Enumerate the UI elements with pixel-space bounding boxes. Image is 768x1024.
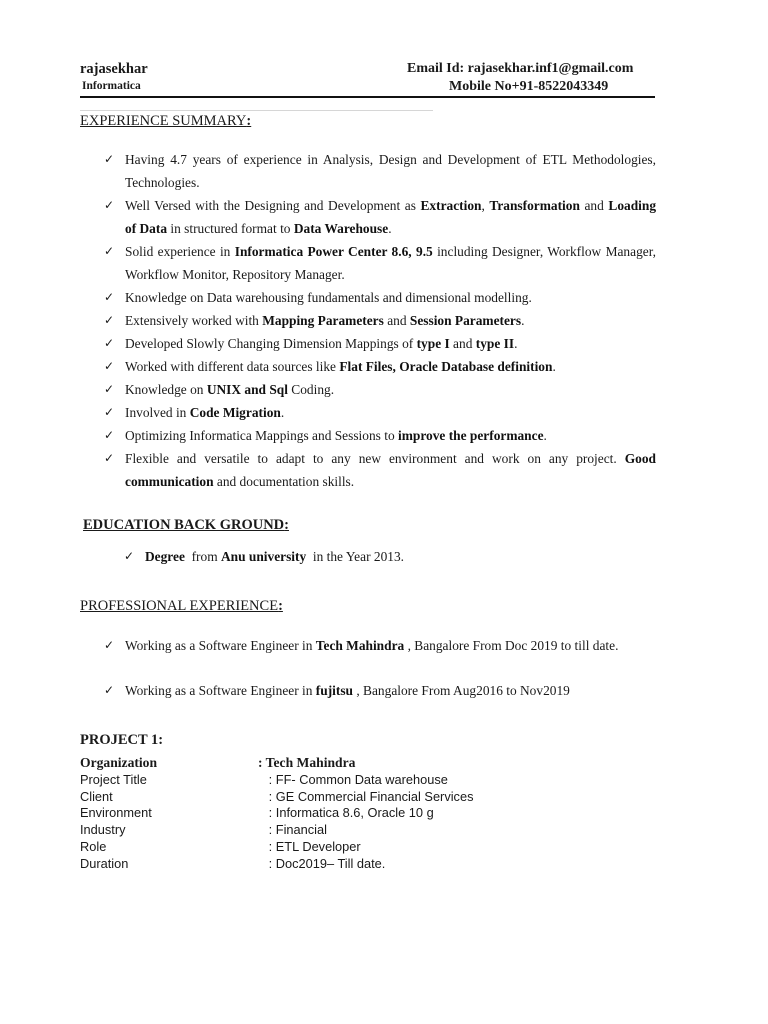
check-mark-icon: ✓ xyxy=(104,683,115,697)
education-item: ✓ Degree from Anu university in the Year 2013. xyxy=(124,549,405,564)
summary-item: ✓ Knowledge on Data warehousing fundamentals and dimensional modelling. xyxy=(104,286,656,309)
summary-item: ✓ Worked with different data sources like Flat Files, Oracle Database definition. xyxy=(104,355,656,378)
check-mark-icon: ✓ xyxy=(124,549,135,563)
header-divider xyxy=(80,96,655,98)
check-mark-icon: ✓ xyxy=(104,359,115,373)
summary-item: ✓ Flexible and versatile to adapt to any new environment and work on any project. Good communication and documentation skills. xyxy=(104,447,656,493)
summary-item: ✓ Optimizing Informatica Mappings and Sessions to improve the performance. xyxy=(104,424,656,447)
project-row-duration: Duration : Doc2019– Till date. xyxy=(80,855,386,871)
professional-experience-heading: PROFESSIONAL EXPERIENCE: xyxy=(80,598,283,614)
check-mark-icon: ✓ xyxy=(104,451,115,465)
summary-item: ✓ Solid experience in Informatica Power Center 8.6, 9.5 including Designer, Workflow Manager, Workflow Monitor, Repository Manager. xyxy=(104,240,656,286)
summary-item: ✓ Well Versed with the Designing and Development as Extraction, Transformation and Loading of Data in structured format to Data Warehouse. xyxy=(104,194,656,240)
project-row-industry: Industry : Financial xyxy=(80,822,327,838)
check-mark-icon: ✓ xyxy=(104,290,115,304)
summary-item: ✓ Having 4.7 years of experience in Analysis, Design and Development of ETL Methodologies, Technologies. xyxy=(104,148,656,194)
education-heading: EDUCATION BACK GROUND: xyxy=(83,517,289,533)
professional-item: ✓ Working as a Software Engineer in Tech Mahindra , Bangalore From Doc 2019 to till date. xyxy=(104,638,619,653)
candidate-role: Informatica xyxy=(82,80,141,92)
project-details-table xyxy=(80,755,473,873)
check-mark-icon: ✓ xyxy=(104,382,115,396)
summary-item: ✓ Knowledge on UNIX and Sql Coding. xyxy=(104,378,656,401)
project-heading: PROJECT 1: xyxy=(80,732,164,748)
check-mark-icon: ✓ xyxy=(104,336,115,350)
header-subdivider xyxy=(80,110,433,111)
check-mark-icon: ✓ xyxy=(104,198,115,212)
email-line: Email Id: rajasekhar.inf1@gmail.com xyxy=(407,61,634,76)
candidate-name: rajasekhar xyxy=(80,61,148,77)
summary-item: ✓ Developed Slowly Changing Dimension Mappings of type I and type II. xyxy=(104,332,656,355)
project-row-title: Project Title : FF- Common Data warehouse xyxy=(80,771,448,787)
check-mark-icon: ✓ xyxy=(104,313,115,327)
check-mark-icon: ✓ xyxy=(104,638,115,652)
project-row-role: Role : ETL Developer xyxy=(80,838,361,854)
summary-item: ✓ Involved in Code Migration. xyxy=(104,401,656,424)
project-row-organization: Organization : Tech Mahindra xyxy=(80,755,356,770)
project-row-client: Client : GE Commercial Financial Services xyxy=(80,788,474,804)
check-mark-icon: ✓ xyxy=(104,428,115,442)
experience-summary-list xyxy=(104,148,656,493)
check-mark-icon: ✓ xyxy=(104,405,115,419)
check-mark-icon: ✓ xyxy=(104,152,115,166)
project-row-environment: Environment : Informatica 8.6, Oracle 10 g xyxy=(80,805,434,821)
experience-summary-heading: EXPERIENCE SUMMARY: xyxy=(80,113,252,129)
mobile-line: Mobile No+91-8522043349 xyxy=(449,79,609,94)
check-mark-icon: ✓ xyxy=(104,244,115,258)
summary-item: ✓ Extensively worked with Mapping Parameters and Session Parameters. xyxy=(104,309,656,332)
professional-item: ✓ Working as a Software Engineer in fujitsu , Bangalore From Aug2016 to Nov2019 xyxy=(104,683,570,698)
